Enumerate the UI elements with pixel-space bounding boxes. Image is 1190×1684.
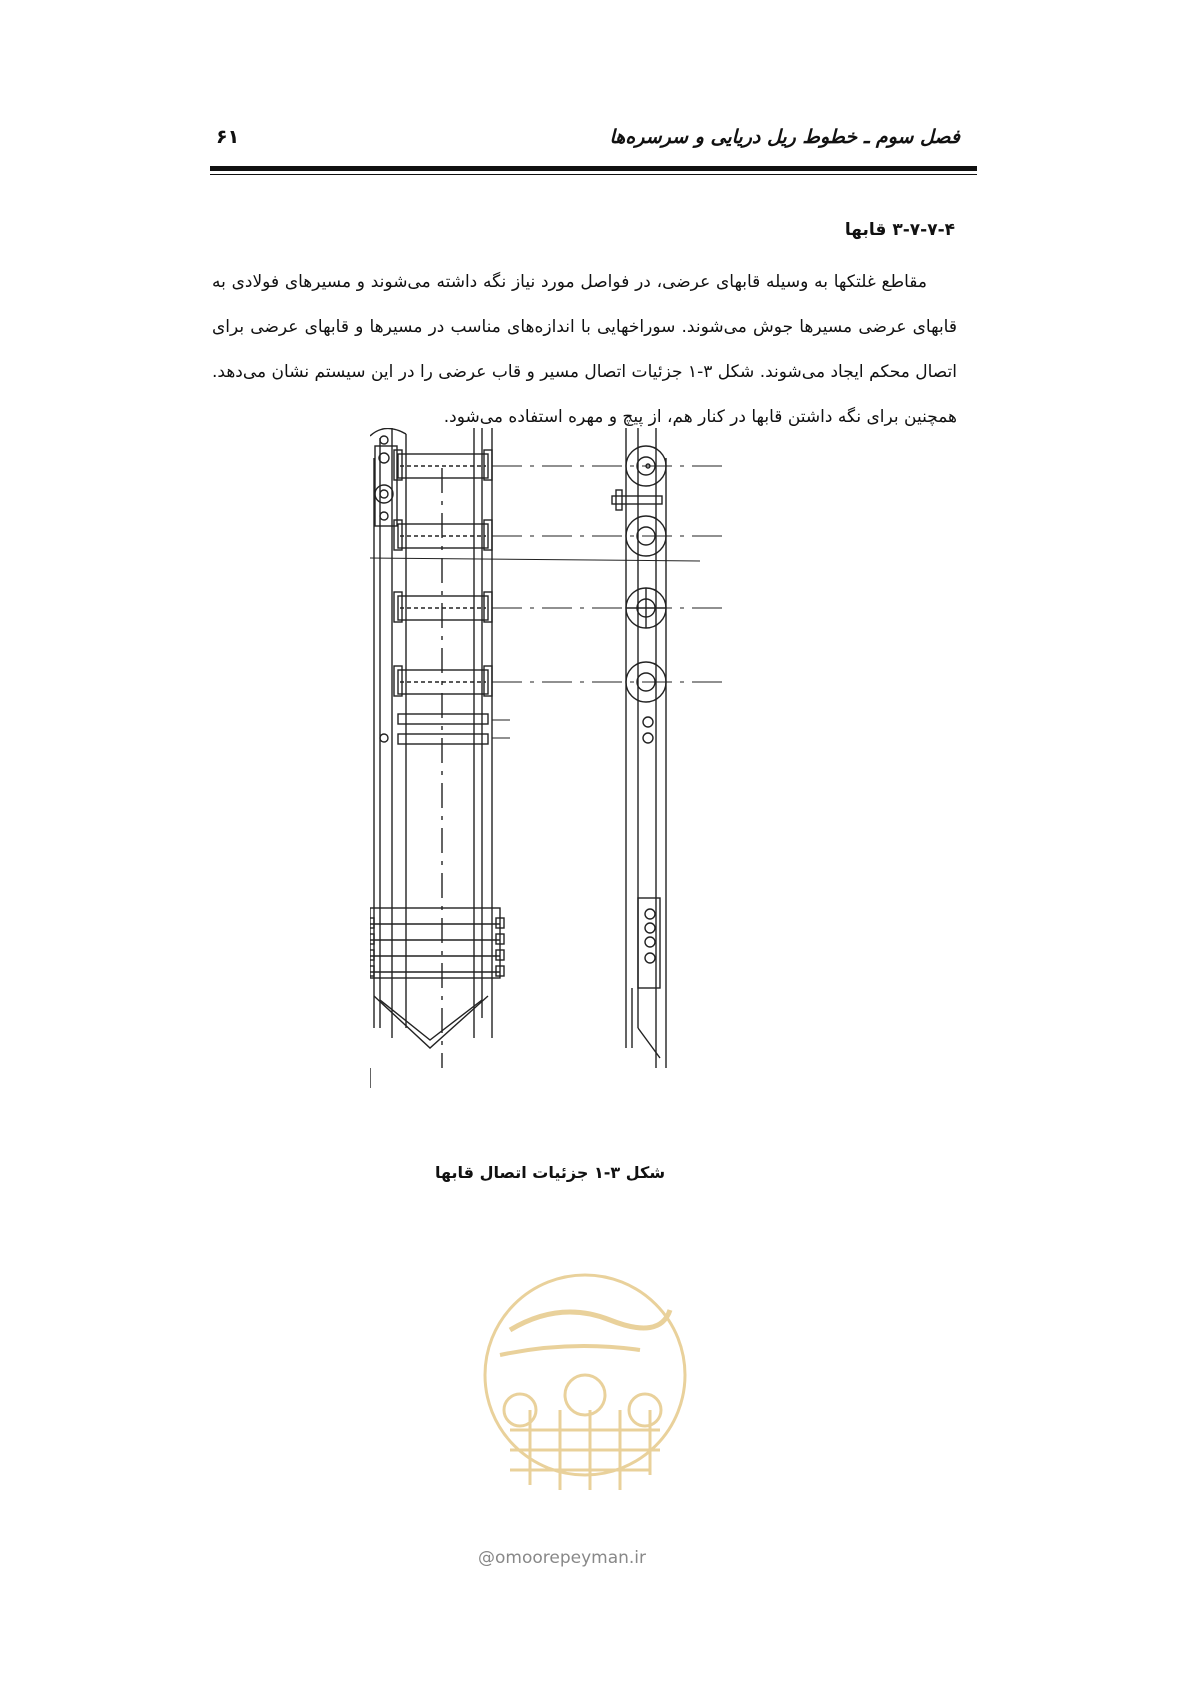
chapter-title: فصل سوم ـ خطوط ریل دریایی و سرسره‌ها: [609, 126, 960, 148]
body-text: [212, 260, 957, 440]
watermark-logo: [470, 1260, 700, 1590]
front-view: [370, 428, 504, 1088]
header-rule-thin: [210, 174, 977, 175]
page-number: ۶۱: [216, 126, 240, 148]
frame-detail-drawing: [370, 428, 810, 1148]
section-heading: ۳-۷-۷-۴ قابها: [844, 220, 955, 240]
paragraph: مقاطع غلتکها به وسیله قابهای عرضی، در فواصل مورد نیاز نگه داشته می‌شوند و مسیرهای فولادی به قابهای عرضی مسیرها جوش می‌شوند. سوراخهایی با اندازه‌های مناسب در مسیرها و قابهای عرضی برای اتصال محکم ایجاد می‌شوند. شکل ۳-۱ جزئیات اتصال مسیر و قاب عرضی را در این سیستم نشان می‌دهد. همچنین برای نگه داشتن قابها در کنار هم، از پیچ و مهره استفاده می‌شود.: [212, 272, 957, 427]
watermark-url: @omoorepeyman.ir: [478, 1548, 647, 1568]
side-view: [612, 428, 666, 1068]
figure-caption: شکل ۳-۱ جزئیات اتصال قابها: [434, 1163, 666, 1182]
header-rule-thick: [210, 166, 977, 171]
